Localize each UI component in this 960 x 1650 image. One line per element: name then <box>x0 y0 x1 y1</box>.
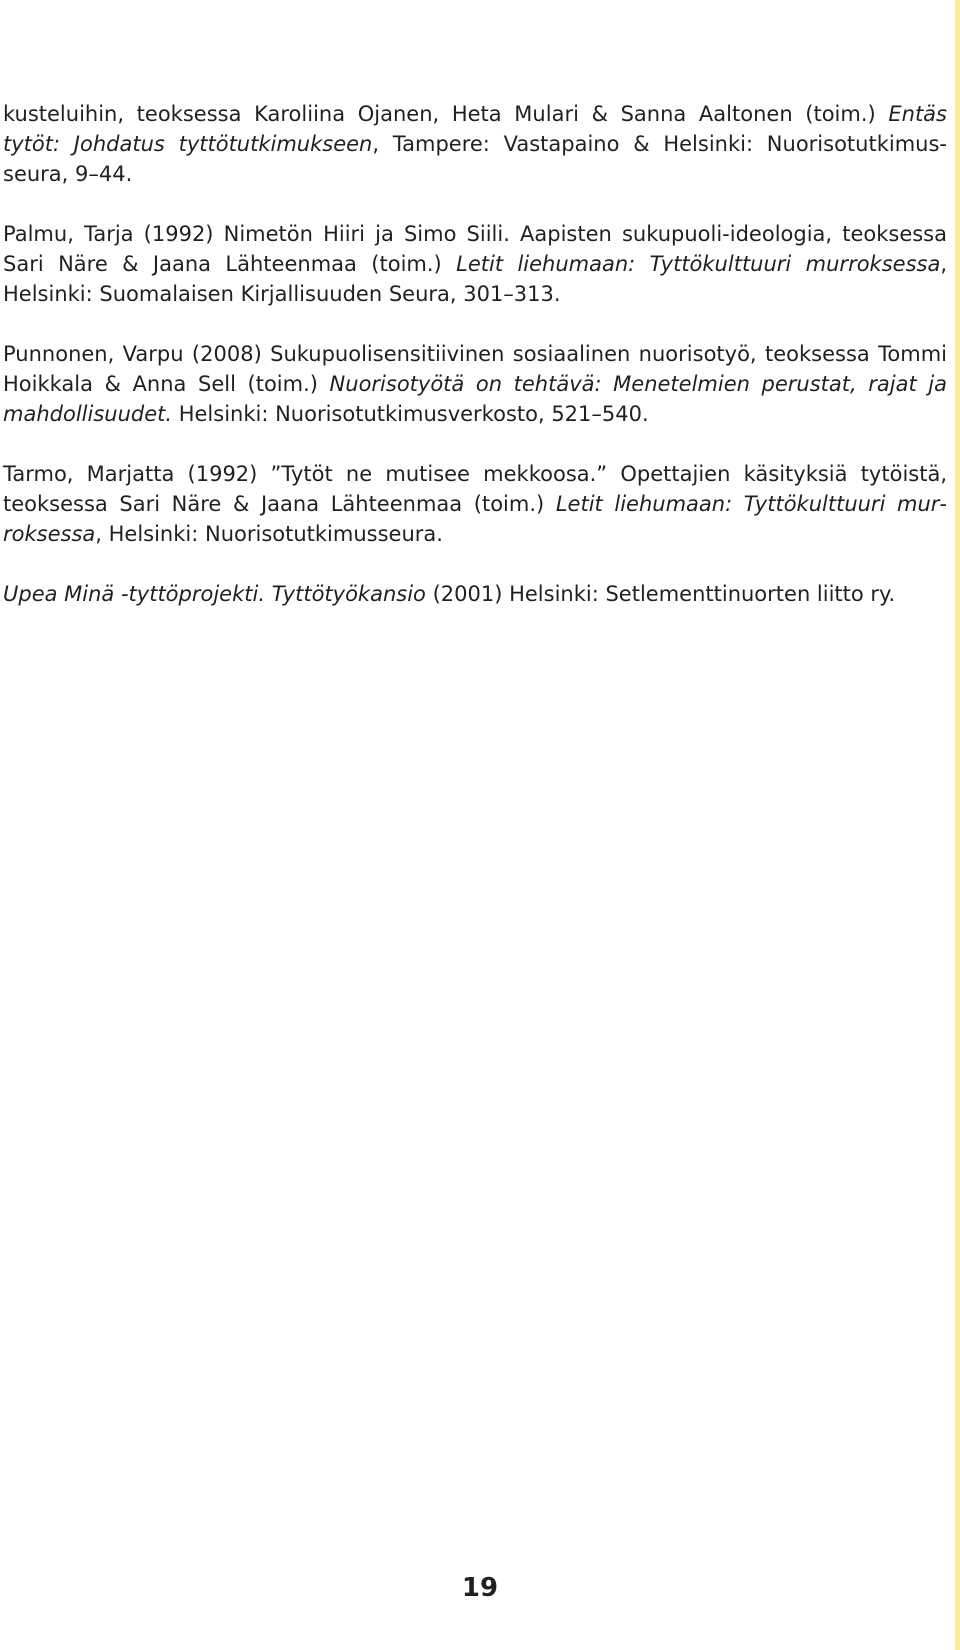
reference-entry <box>3 579 947 609</box>
reference-text: Punnonen, Varpu (2008) Sukupuolisensitiivinen sosiaalinen nuorisotyö, teoksessa Tommi Hoikkala & Anna Sell (toim.) <box>3 342 947 396</box>
reference-title: Entäs tytöt: Johdatus tyttötutkimukseen <box>3 102 947 156</box>
reference-text: Tarmo, Marjatta (1992) ”Tytöt ne mutisee mekkoosa.” Opettajien käsityksiä tytöistä, teoksessa Sari Näre & Jaana Lähteenmaa (toim.) <box>3 462 947 516</box>
reference-list <box>3 99 947 639</box>
reference-text: kusteluihin, teoksessa Karoliina Ojanen, Heta Mulari & Sanna Aaltonen (toim.) <box>3 102 889 126</box>
reference-text: , Tampere: Vastapaino & Helsinki: Nuorisotutkimusseura, 9–44. <box>3 132 947 186</box>
reference-entry <box>3 459 947 549</box>
reference-title: Letit liehumaan: Tyttökulttuuri murroksessa <box>3 492 947 546</box>
reference-entry <box>3 219 947 309</box>
reference-title: Nuorisotyötä on tehtävä: Menetelmien perustat, rajat ja mahdollisuudet. <box>3 372 947 426</box>
reference-title: Upea Minä -tyttöprojekti. Tyttötyökansio <box>3 582 426 606</box>
page-number: 19 <box>461 1573 499 1603</box>
reference-text: Palmu, Tarja (1992) Nimetön Hiiri ja Simo Siili. Aapisten sukupuoli-ideologia, teoksessa Sari Näre & Jaana Lähteenmaa (toim.) <box>3 222 947 276</box>
page-edge-stripe <box>955 0 960 1650</box>
reference-text: , Helsinki: Nuorisotutkimusseura. <box>95 522 443 546</box>
reference-text: Helsinki: Nuorisotutkimusverkosto, 521–540. <box>172 402 649 426</box>
reference-title: Letit liehumaan: Tyttökulttuuri murroksessa <box>456 252 941 276</box>
reference-text: (2001) Helsinki: Setlementtinuorten liitto ry. <box>425 582 896 606</box>
reference-text: , Helsinki: Suomalaisen Kirjallisuuden Seura, 301–313. <box>3 252 948 306</box>
reference-entry <box>3 99 947 189</box>
reference-entry <box>3 339 947 429</box>
